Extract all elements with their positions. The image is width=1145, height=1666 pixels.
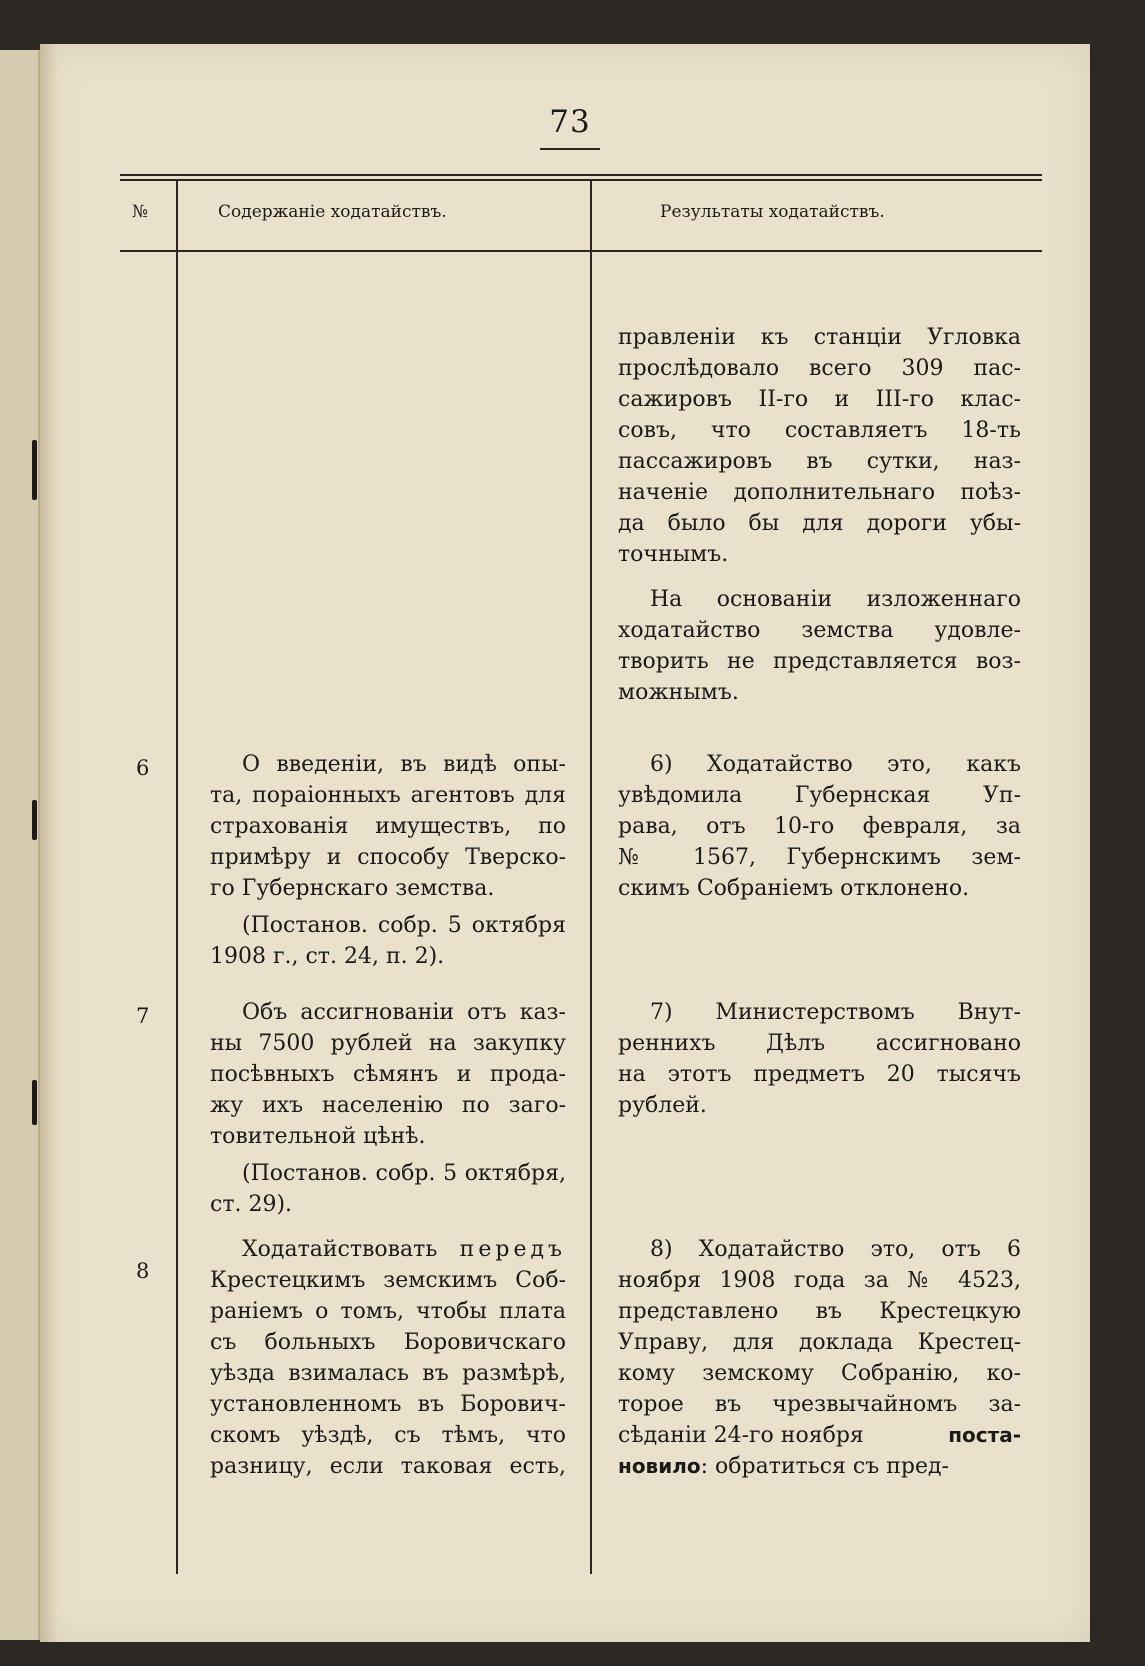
text-line: сажировъ II-го и III-го клас- xyxy=(618,387,1021,412)
text-line: ны 7500 рублей на закупку xyxy=(210,1031,566,1056)
text-line: наченіе дополнительнаго поѣз- xyxy=(618,480,1021,505)
text-line: посѣвныхъ сѣмянъ и прода- xyxy=(210,1062,566,1087)
results-continuation xyxy=(618,322,1021,570)
text-line: да было бы для дороги убы- xyxy=(618,511,1021,536)
text-line: торое въ чрезвычайномъ за- xyxy=(618,1392,1021,1417)
text-line: творить не представляется воз- xyxy=(618,649,1021,674)
item-7-reference xyxy=(210,1158,566,1220)
text-line: страхованія имуществъ, по xyxy=(210,814,566,839)
text-fragment: : обратиться съ пред- xyxy=(700,1454,949,1479)
text-line: совъ, что составляетъ 18-ть xyxy=(618,418,1021,443)
text-line: прослѣдовало всего 309 пас- xyxy=(618,356,1021,381)
text-line: разницу, если таковая есть, xyxy=(210,1454,566,1479)
column-divider-content xyxy=(590,179,592,1574)
text-line: 7) Министерствомъ Внут- xyxy=(650,1000,1021,1025)
text-line: пассажировъ въ сутки, наз- xyxy=(618,449,1021,474)
header-results: Результаты ходатайствъ. xyxy=(660,202,885,222)
table-header-bottom-rule xyxy=(120,250,1042,252)
text-line: можнымъ. xyxy=(618,680,739,705)
item-6-content xyxy=(210,749,566,904)
text-line: правленіи къ станціи Угловка xyxy=(618,325,1021,350)
text-line: представлено въ Крестецкую xyxy=(618,1299,1021,1324)
text-line: (Постанов. собр. 5 октября xyxy=(242,913,566,938)
text-line: раніемъ о томъ, чтобы плата xyxy=(210,1299,566,1324)
table-top-rule-double xyxy=(120,179,1042,181)
text-word: Ходатайствовать xyxy=(242,1237,438,1262)
text-line: ходатайство земства удовле- xyxy=(618,618,1021,643)
header-content: Содержаніе ходатайствъ. xyxy=(218,202,447,222)
text-line: Управу, для доклада Крестец- xyxy=(618,1330,1021,1355)
text-line: уѣзда взималась въ размѣрѣ, xyxy=(210,1361,566,1386)
binding-stitch xyxy=(32,440,37,500)
text-line xyxy=(210,1234,566,1265)
text-line: скимъ Собраніемъ отклонено. xyxy=(618,876,970,901)
text-line: го Губернскаго земства. xyxy=(210,876,495,901)
item-6-reference xyxy=(210,910,566,972)
text-line: 8) Ходатайство это, отъ 6 xyxy=(650,1237,1021,1262)
text-line: увѣдомила Губернская Уп- xyxy=(618,783,1021,808)
text-line: реннихъ Дѣлъ ассигновано xyxy=(618,1031,1021,1056)
text-line: на этотъ предметъ 20 тысячъ xyxy=(618,1062,1021,1087)
text-line: рублей. xyxy=(618,1093,707,1118)
page-number: 73 xyxy=(549,104,591,140)
binding-stitch xyxy=(32,1080,37,1125)
text-line: Крестецкимъ земскимъ Соб- xyxy=(210,1268,566,1293)
spaced-word: передъ xyxy=(459,1237,566,1262)
result-7 xyxy=(618,997,1021,1121)
text-line: точнымъ. xyxy=(618,542,729,567)
text-line: О введеніи, въ видѣ опы- xyxy=(242,752,566,777)
text-line: примѣру и способу Тверско- xyxy=(210,845,566,870)
binding-stitch xyxy=(32,800,37,840)
text-line: ноября 1908 года за № 4523, xyxy=(618,1268,1021,1293)
text-line: скомъ уѣздѣ, съ тѣмъ, что xyxy=(210,1423,566,1448)
text-line: та, пораіонныхъ агентовъ для xyxy=(210,783,566,808)
text-line: установленномъ въ Борович- xyxy=(210,1392,566,1417)
table-top-rule xyxy=(120,174,1042,176)
item-7-content xyxy=(210,997,566,1152)
bold-word: новило xyxy=(618,1454,701,1478)
text-line: 6) Ходатайство это, какъ xyxy=(650,752,1021,777)
previous-page-edge xyxy=(0,50,40,1640)
bold-word: поста- xyxy=(948,1423,1021,1447)
item-8-content xyxy=(210,1234,566,1482)
header-number: № xyxy=(132,202,149,222)
text-line: На основаніи изложеннаго xyxy=(650,587,1021,612)
text-line: Объ ассигнованіи отъ каз- xyxy=(242,1000,566,1025)
text-line: № 1567, Губернскимъ зем- xyxy=(618,845,1021,870)
result-8 xyxy=(618,1234,1021,1482)
text-line: жу ихъ населенію по заго- xyxy=(210,1093,566,1118)
item-number-8: 8 xyxy=(136,1259,150,1283)
text-fragment: сѣданіи 24-го ноября xyxy=(618,1423,864,1448)
item-number-7: 7 xyxy=(136,1004,150,1028)
document-page xyxy=(40,44,1090,1642)
text-line: рава, отъ 10-го февраля, за xyxy=(618,814,1021,839)
text-line: 1908 г., ст. 24, п. 2). xyxy=(210,944,445,969)
results-basis xyxy=(618,584,1021,708)
item-number-6: 6 xyxy=(136,756,150,780)
text-line: ст. 29). xyxy=(210,1192,293,1217)
text-line xyxy=(618,1420,1021,1451)
text-line: кому земскому Собранію, ко- xyxy=(618,1361,1021,1386)
text-line xyxy=(618,1451,1021,1482)
text-line: (Постанов. собр. 5 октября, xyxy=(242,1161,566,1186)
column-divider-number xyxy=(176,179,178,1574)
page-number-underline xyxy=(540,148,600,150)
text-line: съ больныхъ Боровичскаго xyxy=(210,1330,566,1355)
text-line: товительной цѣнѣ. xyxy=(210,1124,426,1149)
result-6 xyxy=(618,749,1021,904)
